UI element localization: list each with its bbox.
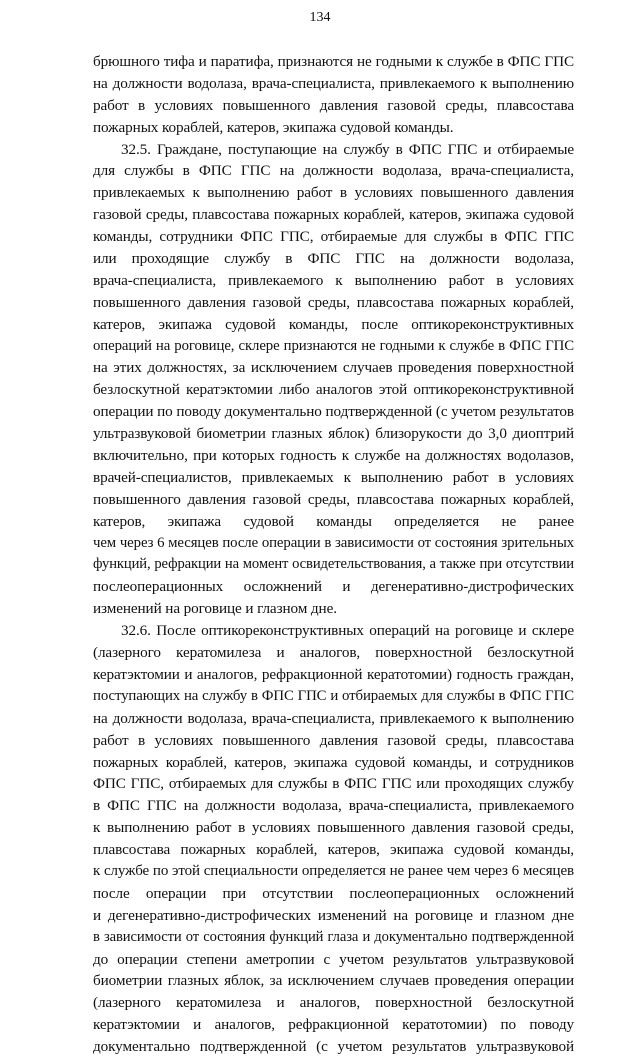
text-line: поступающих на службу в ФПС ГПС и отбираемых для службы в ФПС ГПС [93, 687, 574, 704]
text-line: катеров, экипажа судовой команды определяется не ранее [93, 512, 574, 530]
text-line: операции по поводу документально подтвержденной (с учетом результатов [93, 403, 574, 421]
text-line: документально подтвержденной (с учетом результатов ультразвуковой [93, 1038, 574, 1056]
text-line: кератэктомии и аналогов, рефракционной кератотомии) по поводу [93, 1016, 574, 1034]
text-line: 32.6. После оптикореконструктивных операций на роговице и склере [121, 622, 574, 640]
text-line: врача-специалиста, привлекаемого к выполнению работ в условиях [93, 271, 574, 289]
text-line: к службе по этой специальности определяется не ранее чем через 6 месяцев [93, 862, 574, 879]
text-line: плавсостава пожарных кораблей, катеров, экипажа судовой команды, [93, 841, 574, 859]
text-line: в ФПС ГПС на должности водолаза, врача-специалиста, привлекаемого [93, 797, 574, 815]
text-line: кератэктомии и аналогов, рефракционной кератотомии) годность граждан, [93, 665, 574, 683]
text-line: функций, рефракции на момент освидетельствования, а также при отсутствии [93, 556, 574, 573]
text-line: операций на роговице, склере признаются не годными к службе в ФПС ГПС [93, 337, 574, 354]
text-line: включительно, при которых годность к службе на должностях водолазов, [93, 447, 574, 465]
text-line: брюшного тифа и паратифа, признаются не годными к службе в ФПС ГПС [93, 53, 574, 70]
text-line: безлоскутной кератэктомии либо аналогов этой оптикореконструктивной [93, 381, 574, 399]
text-line: в зависимости от состояния функций глаза и документально подтвержденной [93, 928, 574, 945]
text-line: к выполнению работ в условиях повышенного давления газовой среды, [93, 819, 574, 837]
page-number: 134 [309, 10, 331, 25]
text-line: катеров, экипажа судовой команды, после оптикореконструктивных [93, 315, 574, 333]
text-line: и дегенеративно-дистрофических изменений на роговице и глазном дне [93, 906, 574, 924]
text-line: врачей-специалистов, привлекаемых к выполнению работ в условиях [93, 468, 574, 486]
text-line: работ в условиях повышенного давления газовой среды, плавсостава [93, 731, 574, 749]
text-line: ФПС ГПС, отбираемых для службы в ФПС ГПС или проходящих службу [93, 775, 574, 793]
text-line: чем через 6 месяцев после операции в зависимости от состояния зрительных [93, 534, 574, 551]
text-line: на должности водолаза, врача-специалиста, привлекаемого к выполнению [93, 74, 574, 92]
text-line: повышенного давления газовой среды, плавсостава пожарных кораблей, [93, 293, 574, 311]
text-line: привлекаемых к выполнению работ в условиях повышенного давления [93, 184, 574, 202]
text-line: (лазерного кератомилеза и аналогов, поверхностной безлоскутной [93, 644, 574, 662]
text-line: для службы в ФПС ГПС на должности водолаза, врача-специалиста, [93, 162, 574, 180]
text-line: газовой среды, плавсостава пожарных кораблей, катеров, экипажа судовой [93, 206, 574, 224]
text-line: пожарных кораблей, катеров, экипажа судовой команды. [93, 118, 454, 136]
document-body [93, 51, 574, 1058]
text-line: биометрии глазных яблок, за исключением случаев проведения операции [93, 972, 574, 990]
text-line: повышенного давления газовой среды, плавсостава пожарных кораблей, [93, 490, 574, 508]
text-line: (лазерного кератомилеза и аналогов, поверхностной безлоскутной [93, 994, 574, 1012]
text-line: или проходящие службу в ФПС ГПС на должности водолаза, [93, 250, 574, 268]
text-line: послеоперационных осложнений и дегенеративно-дистрофических [93, 578, 574, 596]
text-line: 32.5. Граждане, поступающие на службу в ФПС ГПС и отбираемые [121, 140, 574, 158]
text-line: команды, сотрудники ФПС ГПС, отбираемые для службы в ФПС ГПС [93, 228, 574, 246]
text-line: пожарных кораблей, катеров, экипажа судовой команды, и сотрудников [93, 753, 574, 771]
text-line: работ в условиях повышенного давления газовой среды, плавсостава [93, 96, 574, 114]
text-line: после операции при отсутствии послеоперационных осложнений [93, 884, 574, 902]
text-line: ультразвуковой биометрии глазных яблок) близорукости до 3,0 диоптрий [93, 425, 574, 443]
text-line: изменений на роговице и глазном дне. [93, 600, 337, 618]
text-line: на должности водолаза, врача-специалиста, привлекаемого к выполнению [93, 709, 574, 727]
text-line: до операции степени аметропии с учетом результатов ультразвуковой [93, 950, 574, 968]
text-line: на этих должностях, за исключением случаев проведения поверхностной [93, 359, 574, 377]
